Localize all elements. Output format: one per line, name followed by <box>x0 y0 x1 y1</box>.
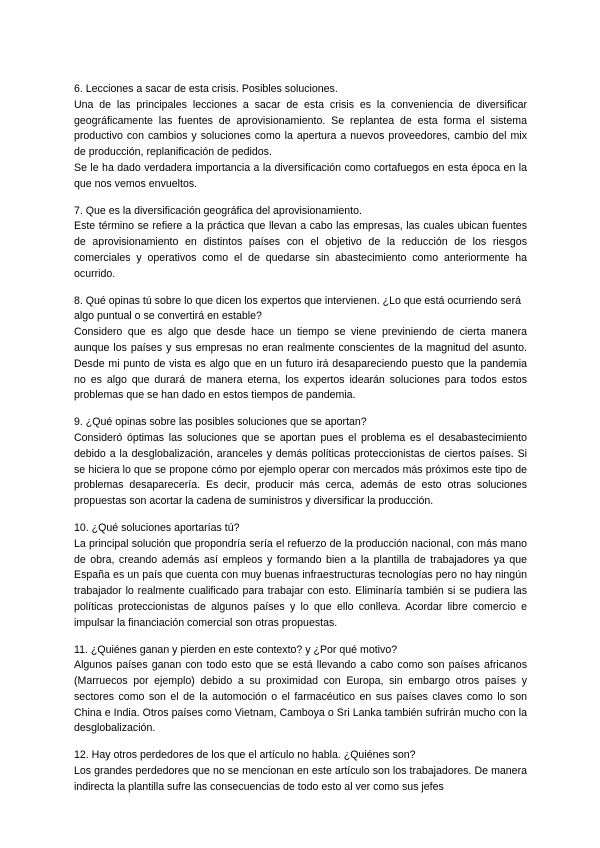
section-6 <box>74 82 527 193</box>
answer-paragraph: Este término se refiere a la práctica que llevan a cabo las empresas, las cuales ubican fuentes de aprovisionamiento en distintos países con el objetivo de la reducción de los riesgos comerciales y operativos como el de quedarse sin abastecimiento como anteriormente ha ocurrido. <box>74 220 527 280</box>
section-9 <box>74 415 527 510</box>
answer-paragraph: Una de las principales lecciones a sacar de esta crisis es la conveniencia de diversificar geográficamente las fuentes de aprovisionamiento. Se replantea de esta forma el sistema productivo con cambios y soluciones como la apertura a nuevos proveedores, cambio del mix de producción, replanificación de pedidos. <box>74 98 527 159</box>
section-12 <box>74 748 527 795</box>
answer-paragraph: Los grandes perdedores que no se mencionan en este artículo son los trabajadores. De manera indirecta la plantilla sufre las consecuencias de todo esto al ver como sus jefes <box>74 765 527 793</box>
question-heading: 7. Que es la diversificación geográfica del aprovisionamiento. <box>74 204 362 217</box>
answer-paragraph: Considero que es algo que desde hace un tiempo se viene previniendo de cierta manera aunque los países y sus empresas no eran realmente conscientes de la magnitud del asunto. Desde mi punto de vista es algo que en un futuro irá desapareciendo puesto que la pandemia no es algo que durará de manera eterna, los expertos idearán soluciones para todos estos problemas que se han dado en estos tiempos de pandemia. <box>74 326 527 402</box>
question-heading: 10. ¿Qué soluciones aportarías tú? <box>74 521 240 534</box>
answer-paragraph: La principal solución que propondría sería el refuerzo de la producción nacional, con más mano de obra, creando además así empleos y formando bien a la plantilla de trabajadores ya que España es un país que cuenta con muy buenas infraestructuras tecnologías pero no hay ningún trabajador lo realmente cualificado para trabajar con esto. Eliminaría también si se pudiera las políticas proteccionistas de algunos países y lo que ello conlleva. Acordar libre comercio e impulsar la financiación comercial son otras propuestas. <box>74 537 527 629</box>
question-heading: 9. ¿Qué opinas sobre las posibles soluciones que se aportan? <box>74 416 367 429</box>
section-11 <box>74 643 527 738</box>
section-7 <box>74 204 527 283</box>
section-10 <box>74 521 527 632</box>
question-heading: 8. Qué opinas tú sobre lo que dicen los expertos que intervienen. ¿Lo que está ocurriendo será algo puntual o se convertirá en estable? <box>74 294 521 323</box>
question-heading: 6. Lecciones a sacar de esta crisis. Posibles soluciones. <box>74 83 338 95</box>
answer-paragraph: Consideró óptimas las soluciones que se aportan pues el problema es el desabastecimiento debido a la desglobalización, aranceles y demás políticas proteccionistas de ciertos países. Si se hiciera lo que se propone cómo por ejemplo operar con mercados más próximos este tipo de problemas desaparecería. Es decir, producir más cerca, además de esto otras soluciones propuestas son acortar la cadena de suministros y diversificar la producción. <box>74 431 527 508</box>
question-heading: 11. ¿Quiénes ganan y pierden en este contexto? y ¿Por qué motivo? <box>74 643 398 656</box>
document-page <box>74 82 527 807</box>
answer-paragraph: Algunos países ganan con todo esto que se está llevando a cabo como son países africanos (Marruecos por ejemplo) debido a su proximidad con Europa, sin embargo otros países y sectores como son el de la automoción o el farmacéutico en sus países claves como lo son China e India. Otros países como Vietnam, Camboya o Sri Lanka también sufrirán mucho con la desglobalización. <box>74 659 527 735</box>
section-8 <box>74 294 527 405</box>
answer-paragraph: Se le ha dado verdadera importancia a la diversificación como cortafuegos en esta época en la que nos vemos envueltos. <box>74 161 527 190</box>
question-heading: 12. Hay otros perdedores de los que el artículo no habla. ¿Quiénes son? <box>74 749 416 762</box>
